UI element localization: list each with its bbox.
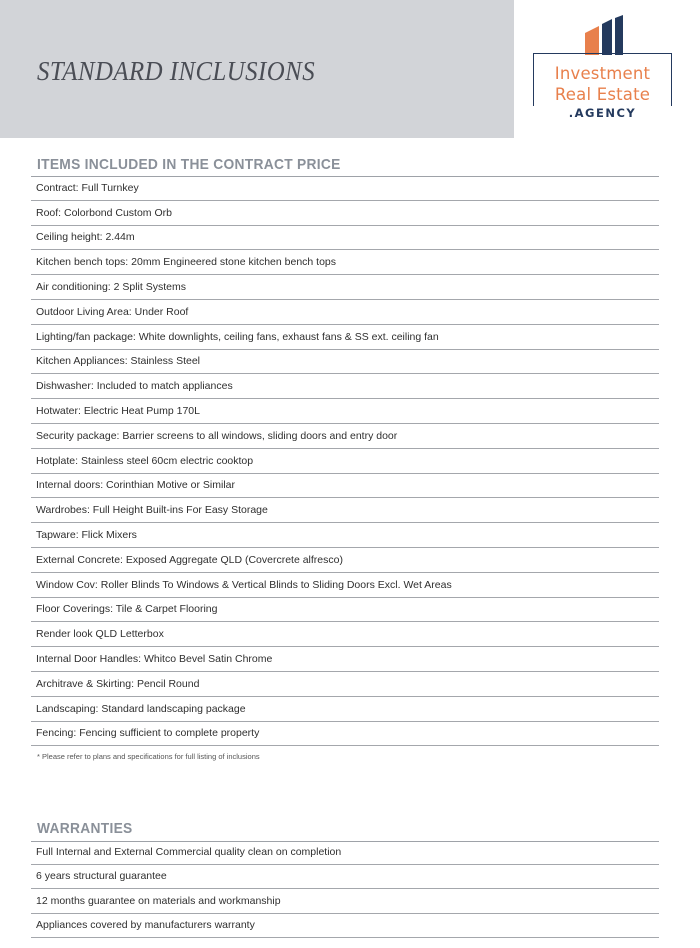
- list-item: [31, 841, 659, 865]
- list-item-text: Render look QLD Letterbox: [36, 628, 164, 641]
- page-title: STANDARD INCLUSIONS: [37, 56, 316, 86]
- logo-text-agency: .AGENCY: [533, 106, 672, 120]
- list-item-text: Landscaping: Standard landscaping package: [36, 702, 246, 715]
- list-item-text: Lighting/fan package: White downlights, ceiling fans, exhaust fans & SS ext. ceiling fan: [36, 330, 439, 343]
- list-item: [31, 573, 659, 598]
- list-item: [31, 914, 659, 938]
- list-item-text: Window Cov: Roller Blinds To Windows & Vertical Blinds to Sliding Doors Excl. Wet Areas: [36, 578, 452, 591]
- list-item-text: Architrave & Skirting: Pencil Round: [36, 677, 200, 690]
- list-item-text: Kitchen bench tops: 20mm Engineered stone kitchen bench tops: [36, 256, 337, 269]
- list-item-text: Floor Coverings: Tile & Carpet Flooring: [36, 603, 218, 616]
- list-item-text: Tapware: Flick Mixers: [36, 528, 137, 541]
- list-item: [31, 672, 659, 697]
- list-item-text: Wardrobes: Full Height Built-ins For Easy Storage: [36, 504, 268, 517]
- logo-text-investment: Investment: [554, 64, 651, 83]
- list-item-text: Dishwasher: Included to match appliances: [36, 380, 233, 393]
- building-bars-icon: [585, 15, 629, 55]
- list-item: [31, 598, 659, 623]
- list-item-text: Kitchen Appliances: Stainless Steel: [36, 355, 201, 368]
- list-item-text: Internal doors: Corinthian Motive or Similar: [36, 479, 235, 492]
- list-item: [31, 889, 659, 913]
- list-item-text: Ceiling height: 2.44m: [36, 231, 135, 244]
- list-item-text: Outdoor Living Area: Under Roof: [36, 305, 189, 318]
- list-item-text: Appliances covered by manufacturers warranty: [36, 918, 255, 931]
- list-item: [31, 300, 659, 325]
- list-item: [31, 498, 659, 523]
- list-item: [31, 523, 659, 548]
- list-item-text: Contract: Full Turnkey: [36, 181, 139, 194]
- list-item-text: Fencing: Fencing sufficient to complete property: [36, 727, 260, 740]
- list-item-text: Hotplate: Stainless steel 60cm electric cooktop: [36, 454, 254, 467]
- list-item: [31, 374, 659, 399]
- inclusions-heading: ITEMS INCLUDED IN THE CONTRACT PRICE: [37, 156, 341, 173]
- list-item: [31, 474, 659, 499]
- list-item: [31, 201, 659, 226]
- warranties-heading: WARRANTIES: [37, 820, 133, 837]
- list-item: [31, 449, 659, 474]
- list-item-text: Internal Door Handles: Whitco Bevel Satin Chrome: [36, 652, 273, 665]
- list-item: [31, 399, 659, 424]
- list-item: [31, 865, 659, 889]
- list-item-text: 12 months guarantee on materials and workmanship: [36, 894, 281, 907]
- list-item-text: Full Internal and External Commercial quality clean on completion: [36, 846, 342, 859]
- list-item-text: Hotwater: Electric Heat Pump 170L: [36, 404, 200, 417]
- list-item-text: Air conditioning: 2 Split Systems: [36, 280, 186, 293]
- list-item: [31, 697, 659, 722]
- list-item: [31, 350, 659, 375]
- list-item-text: 6 years structural guarantee: [36, 870, 167, 883]
- logo-text-real-estate: Real Estate: [554, 85, 651, 104]
- list-item-text: External Concrete: Exposed Aggregate QLD (Covercrete alfresco): [36, 553, 343, 566]
- list-item-text: Security package: Barrier screens to all windows, sliding doors and entry door: [36, 429, 398, 442]
- list-item: [31, 275, 659, 300]
- list-item: [31, 622, 659, 647]
- list-item: [31, 250, 659, 275]
- list-item-text: Roof: Colorbond Custom Orb: [36, 206, 172, 219]
- list-item: [31, 722, 659, 747]
- agency-logo: [533, 15, 674, 121]
- list-item: [31, 325, 659, 350]
- list-item: [31, 226, 659, 251]
- list-item: [31, 176, 659, 201]
- list-item: [31, 424, 659, 449]
- list-item: [31, 548, 659, 573]
- list-item: [31, 647, 659, 672]
- inclusions-footnote: * Please refer to plans and specifications for full listing of inclusions: [37, 752, 260, 761]
